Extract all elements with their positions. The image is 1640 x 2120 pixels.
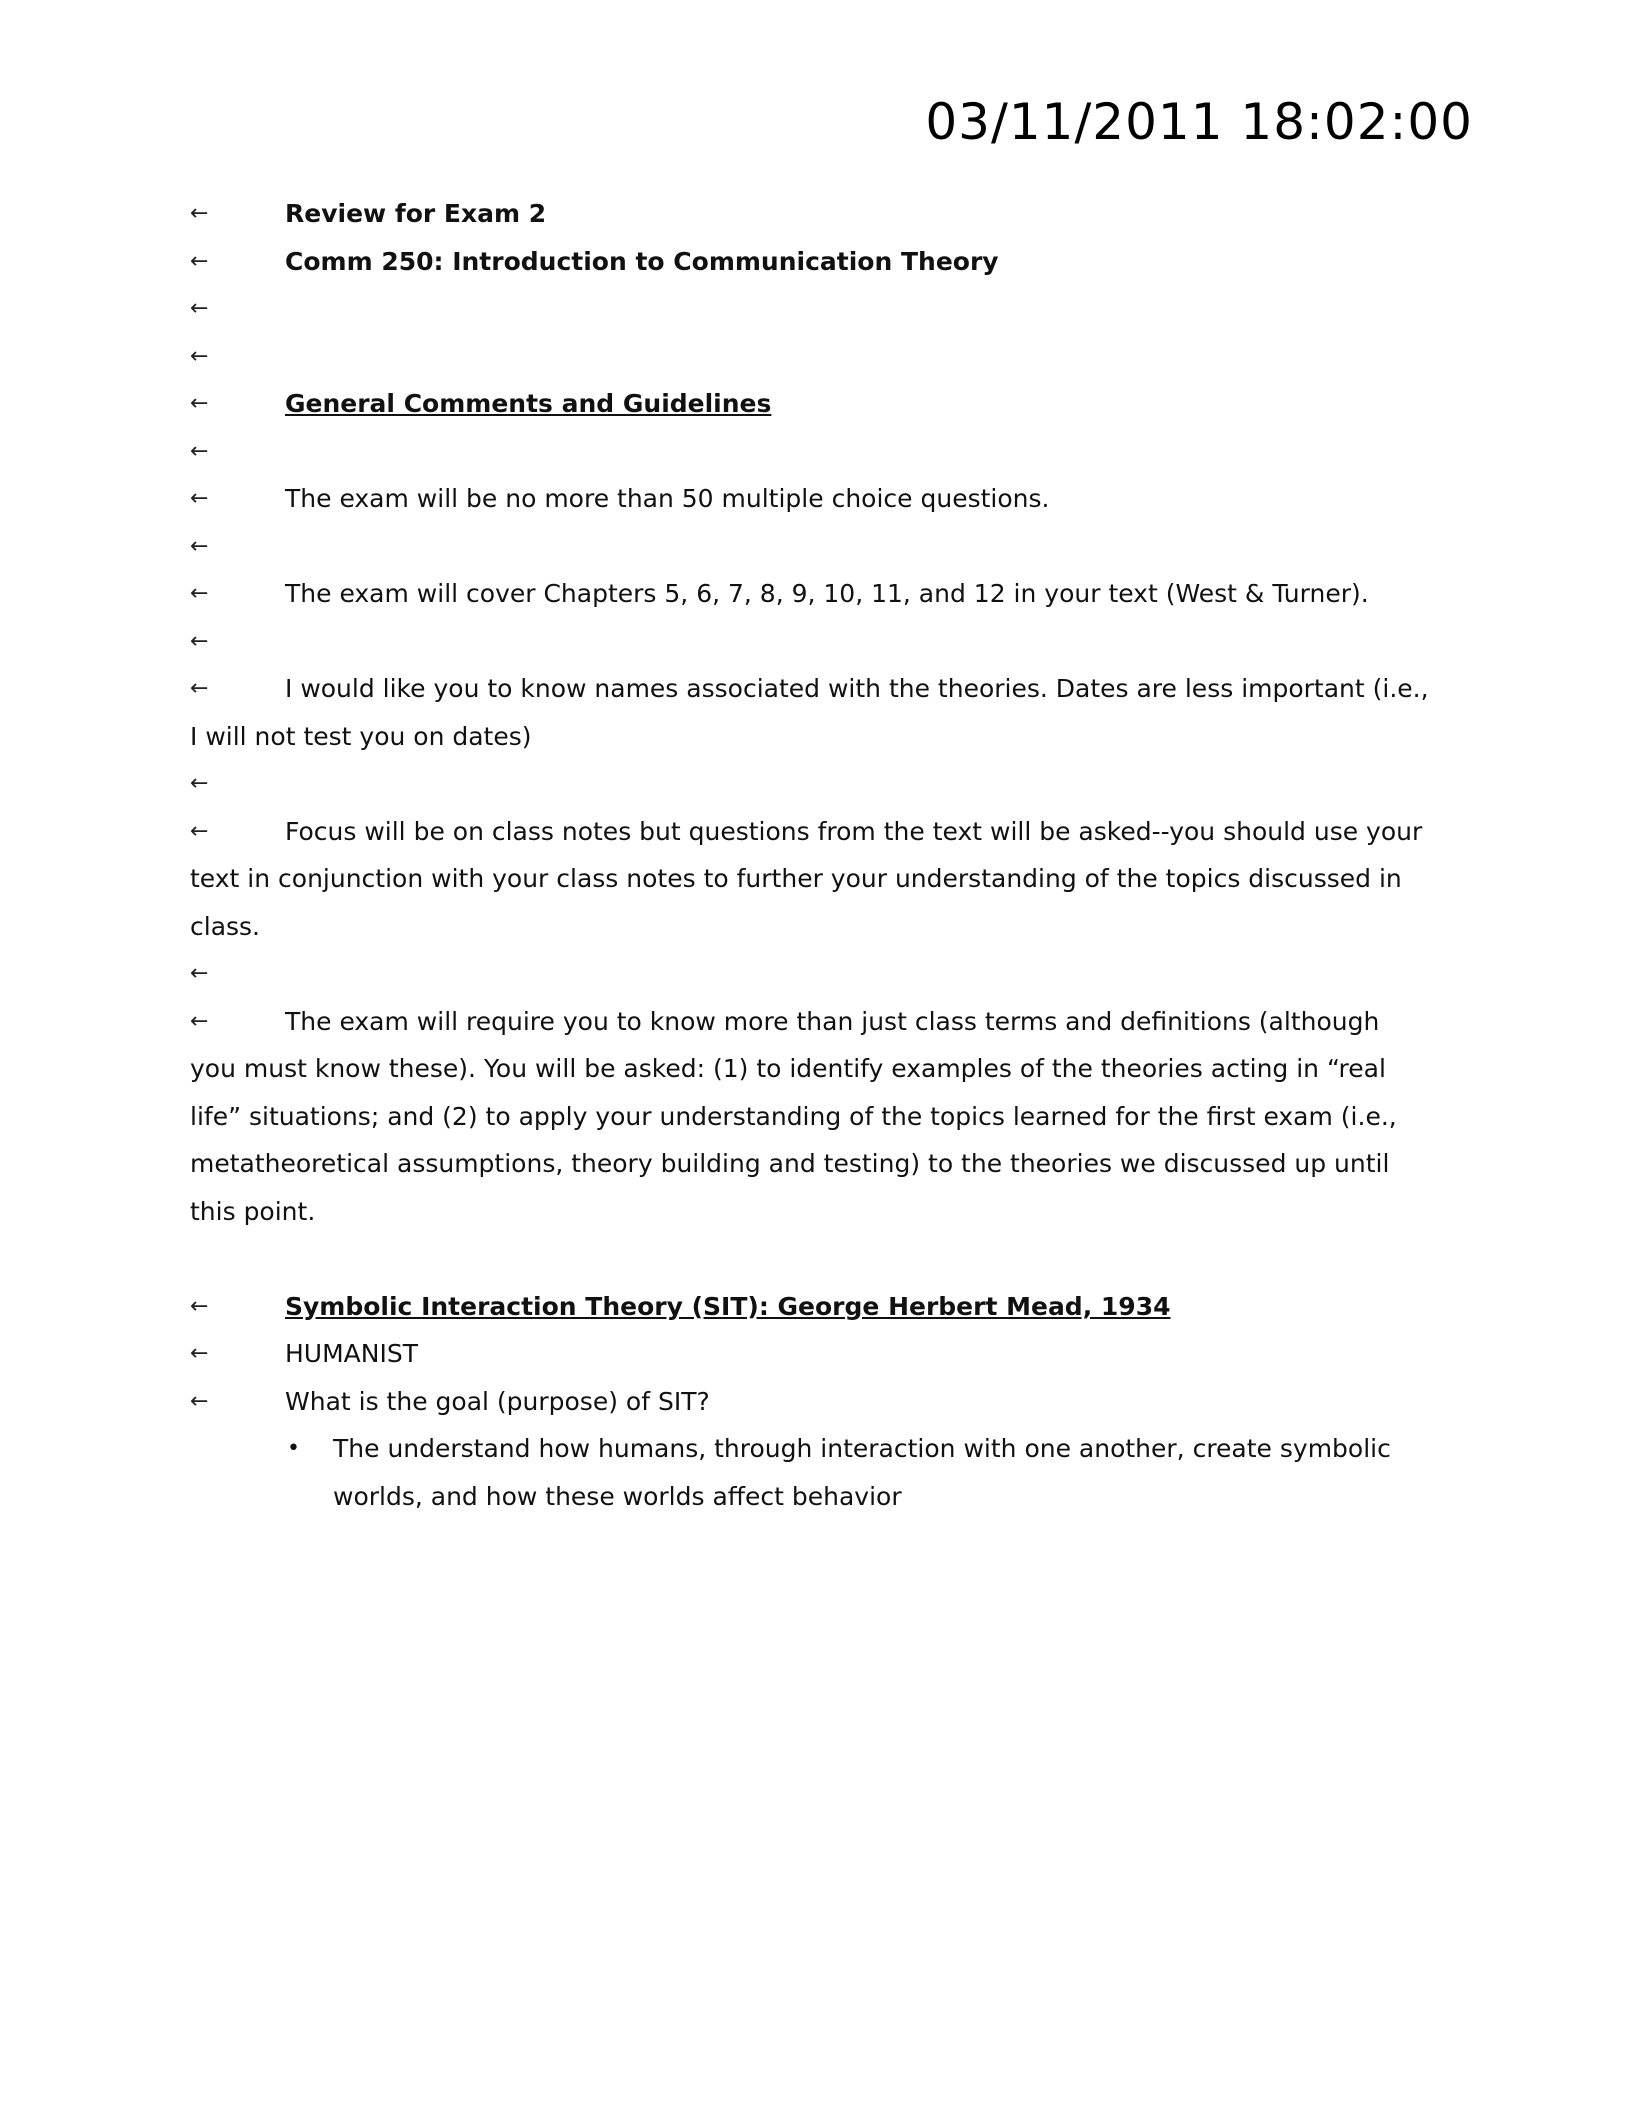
empty-line: [190, 950, 1430, 998]
empty-line: [190, 523, 1430, 571]
arrow-icon: ←: [190, 296, 209, 321]
document-timestamp: 03/11/2011 18:02:00: [925, 93, 1473, 151]
title-line: [190, 190, 1430, 238]
arrow-icon: ←: [190, 1008, 209, 1034]
arrow-icon: ←: [190, 1341, 209, 1366]
arrow-icon: ←: [190, 961, 209, 986]
arrow-icon: ←: [190, 486, 209, 511]
arrow-icon: ←: [190, 1293, 209, 1319]
arrow-icon: ←: [190, 628, 209, 654]
course-title: Comm 250: Introduction to Communication Theory: [285, 246, 999, 276]
document-title: Review for Exam 2: [285, 199, 547, 228]
empty-line: [190, 285, 1430, 333]
section-heading-guidelines: General Comments and Guidelines: [285, 389, 772, 418]
arrow-icon: ←: [190, 391, 209, 416]
humanist-label: HUMANIST: [285, 1339, 418, 1368]
arrow-icon: ←: [190, 771, 209, 796]
paragraph-focus: Focus will be on class notes but questions from the text will be asked--you should use your text in conjunction with your class notes to further your understanding of the topics discussed in class.: [190, 816, 1423, 941]
list-item: [190, 1425, 1430, 1520]
goal-answer: The understand how humans, through interaction with one another, create symbolic worlds, and how these worlds affect behavior: [333, 1434, 1391, 1511]
section-heading-line: [190, 380, 1430, 428]
paragraph-line: [190, 570, 1430, 618]
arrow-icon: ←: [190, 1388, 209, 1414]
bullet-icon: •: [287, 1436, 300, 1461]
arrow-icon: ←: [190, 343, 209, 369]
course-line: [190, 238, 1430, 286]
section-heading-line: [190, 1283, 1430, 1331]
paragraph-names: I would like you to know names associated with the theories. Dates are less important (i.e., I will not test you on dates): [190, 674, 1429, 751]
spacer: [190, 1235, 1430, 1283]
arrow-icon: ←: [190, 818, 209, 844]
arrow-icon: ←: [190, 581, 209, 606]
paragraph-require: The exam will require you to know more than just class terms and definitions (although you must know these). You will be asked: (1) to identify examples of the theories acting in “real life” situations; and (2) to apply your understanding of the topics learned for the first exam (i.e., metatheoretical assumptions, theory building and testing) to the theories we discussed up until this point.: [190, 1006, 1397, 1226]
arrow-icon: ←: [190, 533, 209, 559]
empty-line: [190, 760, 1430, 808]
paragraph-questions: The exam will be no more than 50 multiple choice questions.: [285, 484, 1050, 513]
paragraph-line: [190, 808, 1430, 951]
section-heading-sit: Symbolic Interaction Theory (SIT): George Herbert Mead, 1934: [285, 1291, 1171, 1321]
empty-line: [190, 618, 1430, 666]
arrow-icon: ←: [190, 201, 209, 226]
empty-line: [190, 428, 1430, 476]
paragraph-line: [190, 1330, 1430, 1378]
arrow-icon: ←: [190, 248, 209, 274]
arrow-icon: ←: [190, 438, 209, 464]
document-body: [190, 190, 1430, 1520]
paragraph-line: [190, 475, 1430, 523]
paragraph-line: [190, 998, 1430, 1236]
paragraph-chapters: The exam will cover Chapters 5, 6, 7, 8, 9, 10, 11, and 12 in your text (West & Turner).: [285, 579, 1369, 608]
empty-line: [190, 333, 1430, 381]
paragraph-line: [190, 665, 1430, 760]
goal-question: What is the goal (purpose) of SIT?: [285, 1386, 710, 1416]
arrow-icon: ←: [190, 676, 209, 701]
paragraph-line: [190, 1378, 1430, 1426]
